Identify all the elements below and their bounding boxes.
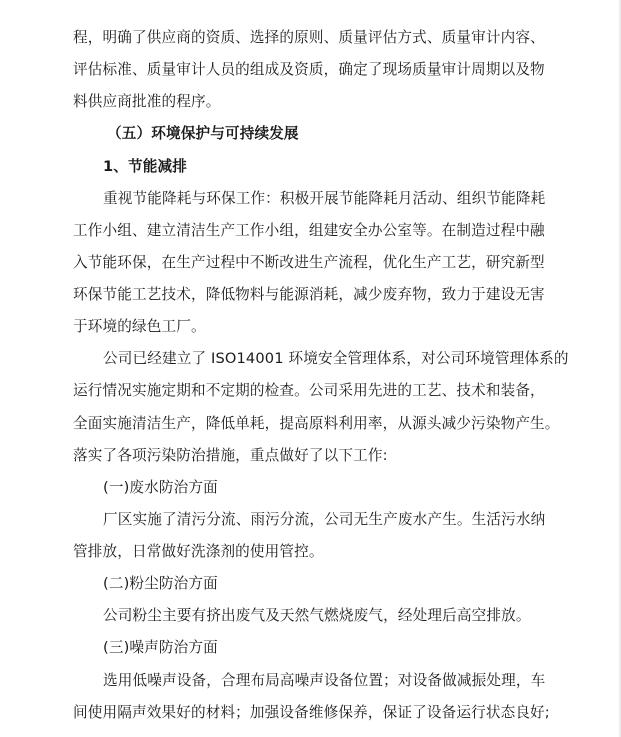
text-line: 料供应商批准的程序。	[73, 93, 221, 111]
text-line: 运行情况实施定期和不定期的检查。公司采用先进的工艺、技术和装备，	[73, 382, 545, 400]
text-line: 环保节能工艺技术，降低物料与能源消耗，减少废弃物，致力于建设无害	[73, 286, 545, 303]
text-line: (一)废水防治方面	[103, 478, 218, 496]
text-line: 程，明确了供应商的资质、选择的原则、质量评估方式、质量审计内容、	[73, 29, 545, 46]
text-line: 管排放，日常做好洗涤剂的使用管控。	[73, 543, 324, 560]
subsection-heading: 1、节能减排	[103, 157, 188, 175]
section-heading: （五）环境保护与可持续发展	[107, 125, 299, 143]
text-line: 落实了各项污染防治措施，重点做好了以下工作:	[73, 446, 388, 464]
text-line: 入节能环保，在生产过程中不断改进生产流程，优化生产工艺，研究新型	[73, 253, 545, 271]
text-line: 评估标准、质量审计人员的组成及资质，确定了现场质量审计周期以及物	[73, 61, 545, 79]
text-line: 全面实施清洁生产，降低单耗，提高原料利用率，从源头减少污染物产生。	[73, 414, 560, 432]
document-body	[73, 22, 569, 729]
text-line: (三)噪声防治方面	[103, 639, 218, 657]
text-line: 于环境的绿色工厂。	[73, 318, 206, 336]
text-line: 工作小组、建立清洁生产工作小组，组建安全办公室等。在制造过程中融	[73, 221, 545, 239]
text-line: 间使用隔声效果好的材料；加强设备维修保养，保证了设备运行状态良好;	[73, 703, 550, 721]
text-line: 公司粉尘主要有挤出废气及天然气燃烧废气，经处理后高空排放。	[103, 607, 531, 625]
text-line: 选用低噪声设备，合理布局高噪声设备位置；对设备做减振处理，车	[103, 671, 546, 689]
text-line: (二)粉尘防治方面	[103, 575, 218, 593]
text-line: 重视节能降耗与环保工作：积极开展节能降耗月活动、组织节能降耗	[103, 189, 546, 207]
text-line: 公司已经建立了 ISO14001 环境安全管理体系，对公司环境管理体系的	[103, 350, 569, 368]
text-line: 厂区实施了清污分流、雨污分流，公司无生产废水产生。生活污水纳	[103, 510, 546, 528]
